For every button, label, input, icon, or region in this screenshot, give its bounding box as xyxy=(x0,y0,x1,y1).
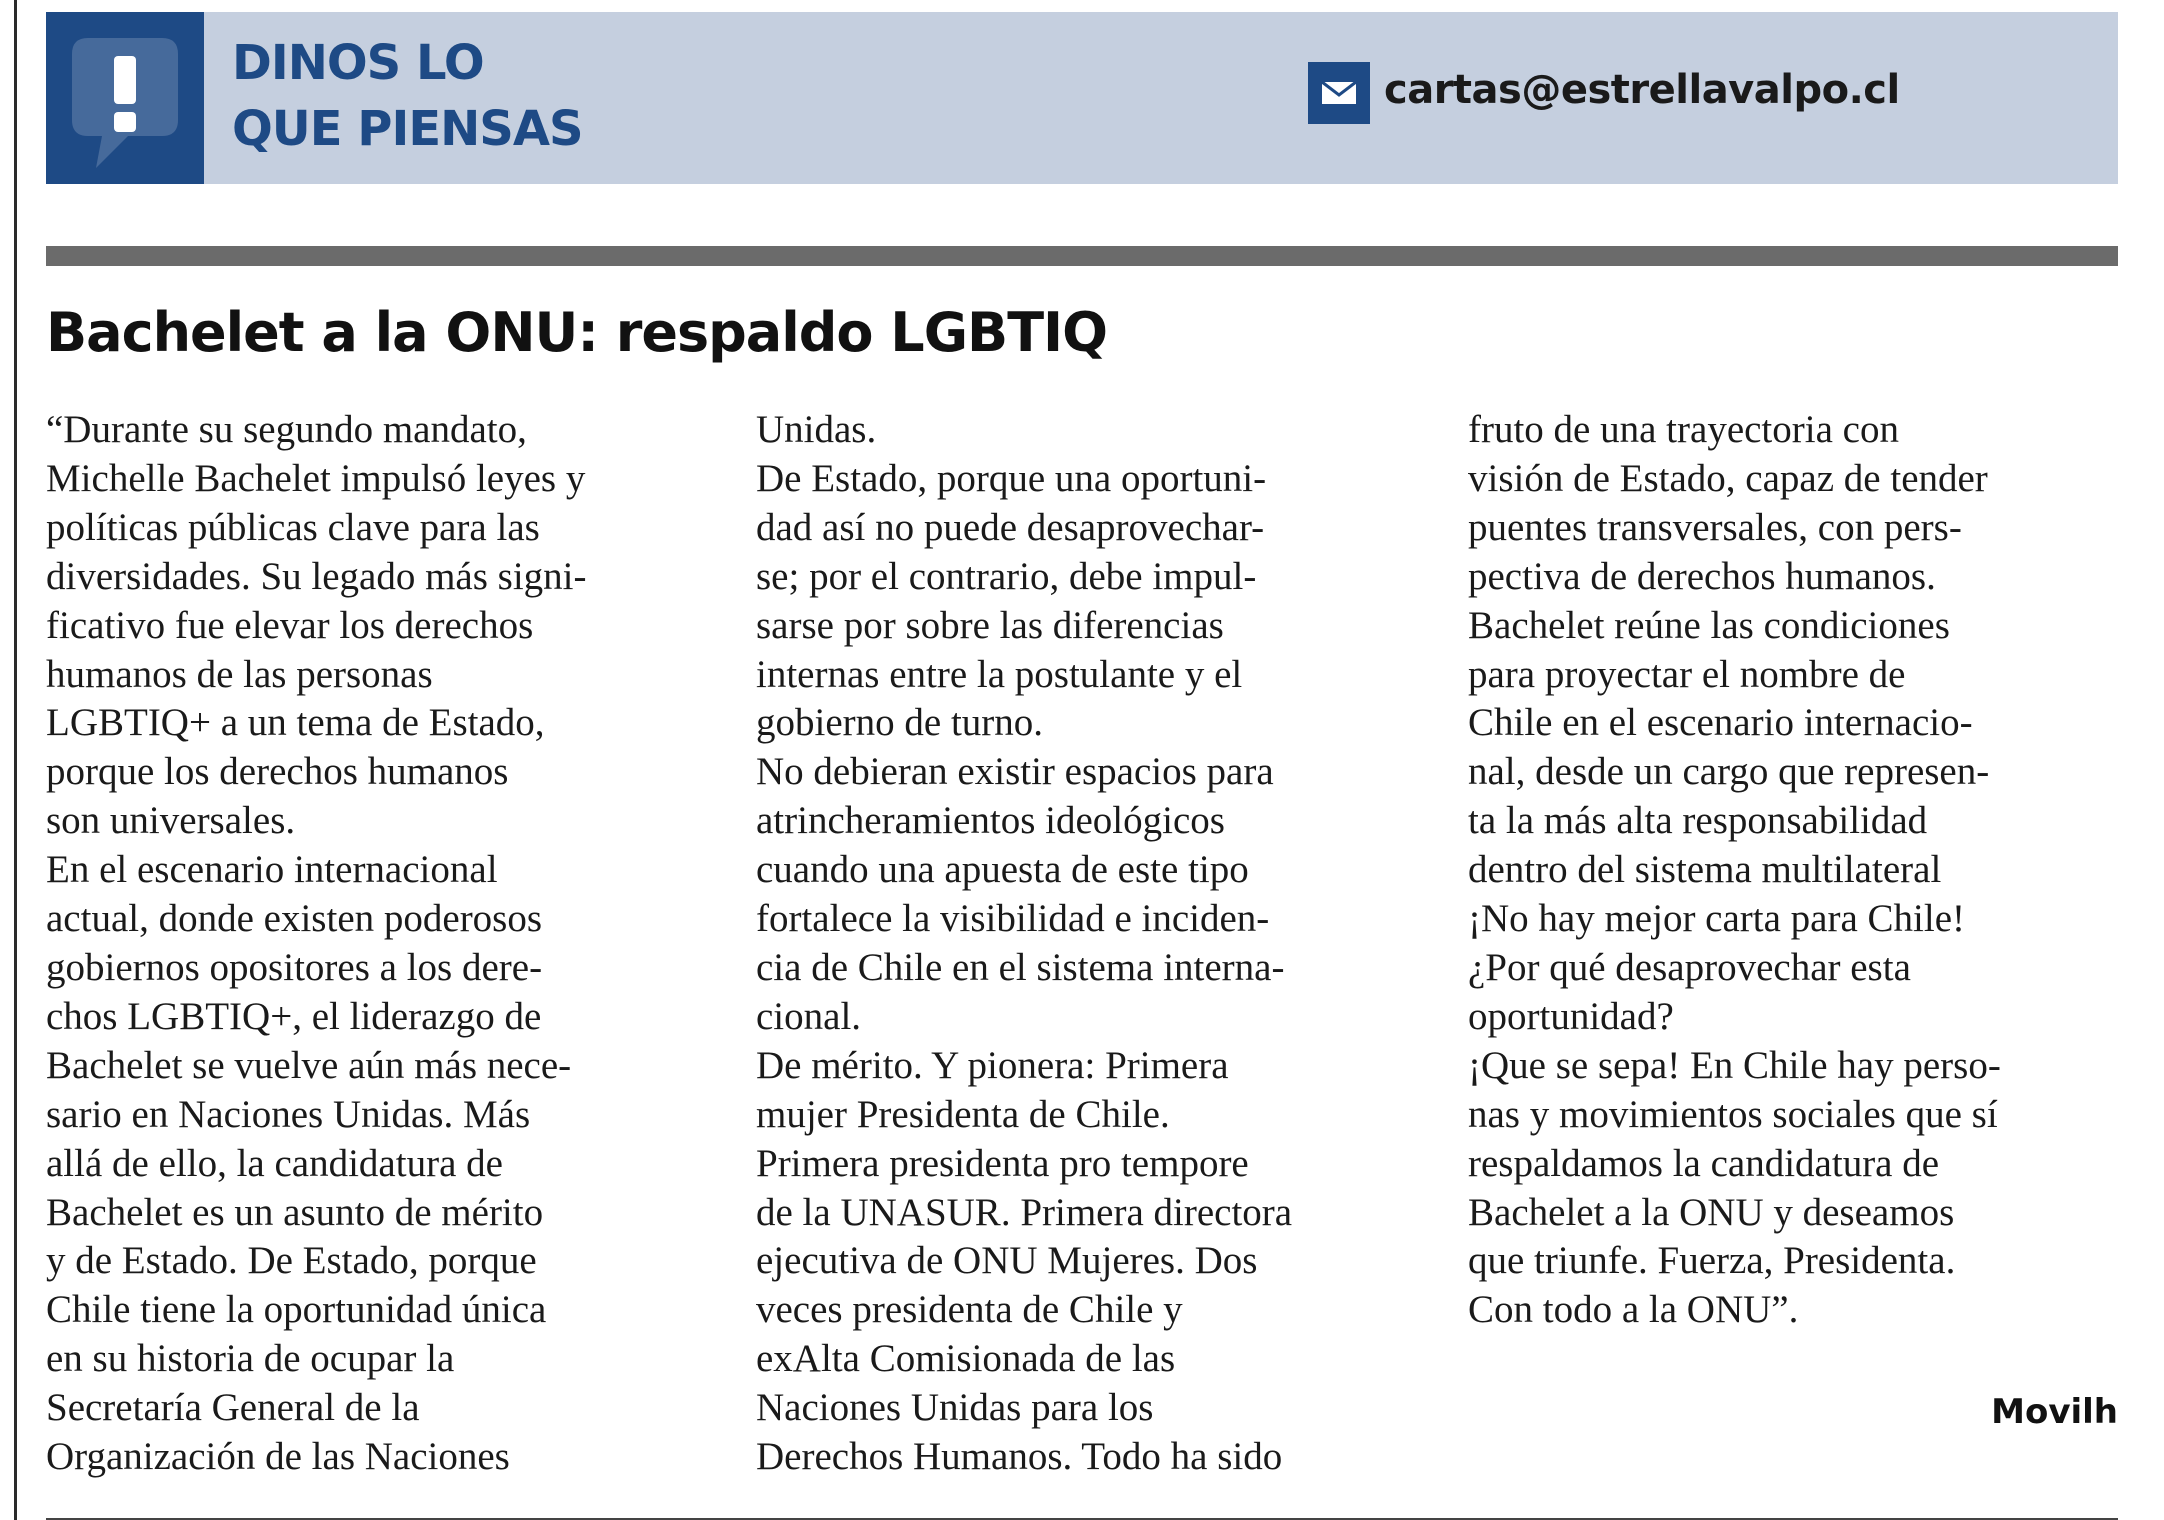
article-line: En el escenario internacional xyxy=(46,848,498,892)
article-line: No debieran existir espacios para xyxy=(756,750,1274,794)
section-title-line-1: DINOS LO xyxy=(232,35,484,91)
article-line: son universales. xyxy=(46,799,296,843)
exclamation-speech-bubble-icon xyxy=(46,12,204,184)
article-line: visión de Estado, capaz de tender xyxy=(1468,456,1988,500)
article-line: sario en Naciones Unidas. Más xyxy=(46,1092,531,1136)
article-headline: Bachelet a la ONU: respaldo LGBTIQ xyxy=(46,301,1108,364)
article-line: Bachelet es un asunto de mérito xyxy=(46,1190,544,1234)
article-line: humanos de las personas xyxy=(46,652,433,696)
article-line: de la UNASUR. Primera directora xyxy=(756,1190,1293,1234)
article-line: Michelle Bachelet impulsó leyes y xyxy=(46,456,586,500)
article-column-2 xyxy=(756,406,1456,1482)
article-line: fortalece la visibilidad e inciden- xyxy=(756,897,1270,941)
article-line: sarse por sobre las diferencias xyxy=(756,603,1224,647)
article-line: dentro del sistema multilateral xyxy=(1468,848,1942,892)
article-line: dad así no puede desaprovechar- xyxy=(756,505,1265,549)
article-line: “Durante su segundo mandato, xyxy=(46,408,527,451)
article-line: ¿Por qué desaprovechar esta xyxy=(1468,945,1911,989)
article-author: Movilh xyxy=(1991,1392,2118,1432)
section-icon-block xyxy=(46,12,204,184)
article-line: allá de ello, la candidatura de xyxy=(46,1141,503,1185)
article-line: gobiernos opositores a los dere- xyxy=(46,945,543,989)
section-title-line-2: QUE PIENSAS xyxy=(232,101,583,157)
article-line: internas entre la postulante y el xyxy=(756,652,1243,696)
article-line: Chile en el escenario internacio- xyxy=(1468,701,1973,745)
article-line: nal, desde un cargo que represen- xyxy=(1468,750,1990,794)
article-line: en su historia de ocupar la xyxy=(46,1337,455,1381)
article-line: oportunidad? xyxy=(1468,994,1674,1038)
divider-rule xyxy=(46,246,2118,266)
article-line: y de Estado. De Estado, porque xyxy=(46,1239,537,1283)
article-line: ta la más alta responsabilidad xyxy=(1468,799,1928,843)
article-line: políticas públicas clave para las xyxy=(46,505,540,549)
article-line: diversidades. Su legado más signi- xyxy=(46,554,587,598)
article-line: Bachelet se vuelve aún más nece- xyxy=(46,1043,572,1087)
article-line: ¡Que se sepa! En Chile hay perso- xyxy=(1468,1043,2001,1087)
article-line: Derechos Humanos. Todo ha sido xyxy=(756,1435,1283,1479)
article-line: Primera presidenta pro tempore xyxy=(756,1141,1249,1185)
article-line: fruto de una trayectoria con xyxy=(1468,408,1899,451)
article-line: De Estado, porque una oportuni- xyxy=(756,456,1267,500)
article-line: exAlta Comisionada de las xyxy=(756,1337,1176,1381)
article-line: cional. xyxy=(756,994,862,1038)
article-line: LGBTIQ+ a un tema de Estado, xyxy=(46,701,545,745)
article-line: actual, donde existen poderosos xyxy=(46,897,543,941)
article-line: gobierno de turno. xyxy=(756,701,1044,745)
article-line: ¡No hay mejor carta para Chile! xyxy=(1468,897,1966,941)
article-column-1 xyxy=(46,406,746,1482)
article-line: veces presidenta de Chile y xyxy=(756,1288,1183,1332)
envelope-icon xyxy=(1308,62,1370,124)
article-line: cia de Chile en el sistema interna- xyxy=(756,945,1285,989)
article-line: para proyectar el nombre de xyxy=(1468,652,1906,696)
article-line: porque los derechos humanos xyxy=(46,750,509,794)
article-line: Secretaría General de la xyxy=(46,1386,420,1430)
article-line: atrincheramientos ideológicos xyxy=(756,799,1225,843)
page-edge-line xyxy=(14,0,17,1520)
article-line: se; por el contrario, debe impul- xyxy=(756,554,1257,598)
article-column-3 xyxy=(1468,406,2118,1335)
article-line: pectiva de derechos humanos. xyxy=(1468,554,1936,598)
article-line: Con todo a la ONU”. xyxy=(1468,1288,1799,1332)
article-line: De mérito. Y pionera: Primera xyxy=(756,1043,1229,1087)
article-line: Organización de las Naciones xyxy=(46,1435,510,1479)
article-line: mujer Presidenta de Chile. xyxy=(756,1092,1170,1136)
article-line: nas y movimientos sociales que sí xyxy=(1468,1092,1998,1136)
article-line: respaldamos la candidatura de xyxy=(1468,1141,1940,1185)
section-title xyxy=(232,30,583,162)
article-line: Bachelet reúne las condiciones xyxy=(1468,603,1950,647)
article-line: puentes transversales, con pers- xyxy=(1468,505,1962,549)
article-line: Bachelet a la ONU y deseamos xyxy=(1468,1190,1955,1234)
article-line: Naciones Unidas para los xyxy=(756,1386,1154,1430)
article-line: Chile tiene la oportunidad única xyxy=(46,1288,547,1332)
article-line: ficativo fue elevar los derechos xyxy=(46,603,534,647)
article-line: ejecutiva de ONU Mujeres. Dos xyxy=(756,1239,1258,1283)
contact-email-link[interactable]: cartas@estrellavalpo.cl xyxy=(1384,67,1900,113)
article-line: que triunfe. Fuerza, Presidenta. xyxy=(1468,1239,1956,1283)
article-line: chos LGBTIQ+, el liderazgo de xyxy=(46,994,542,1038)
article-line: Unidas. xyxy=(756,408,877,451)
article-line: cuando una apuesta de este tipo xyxy=(756,848,1249,892)
